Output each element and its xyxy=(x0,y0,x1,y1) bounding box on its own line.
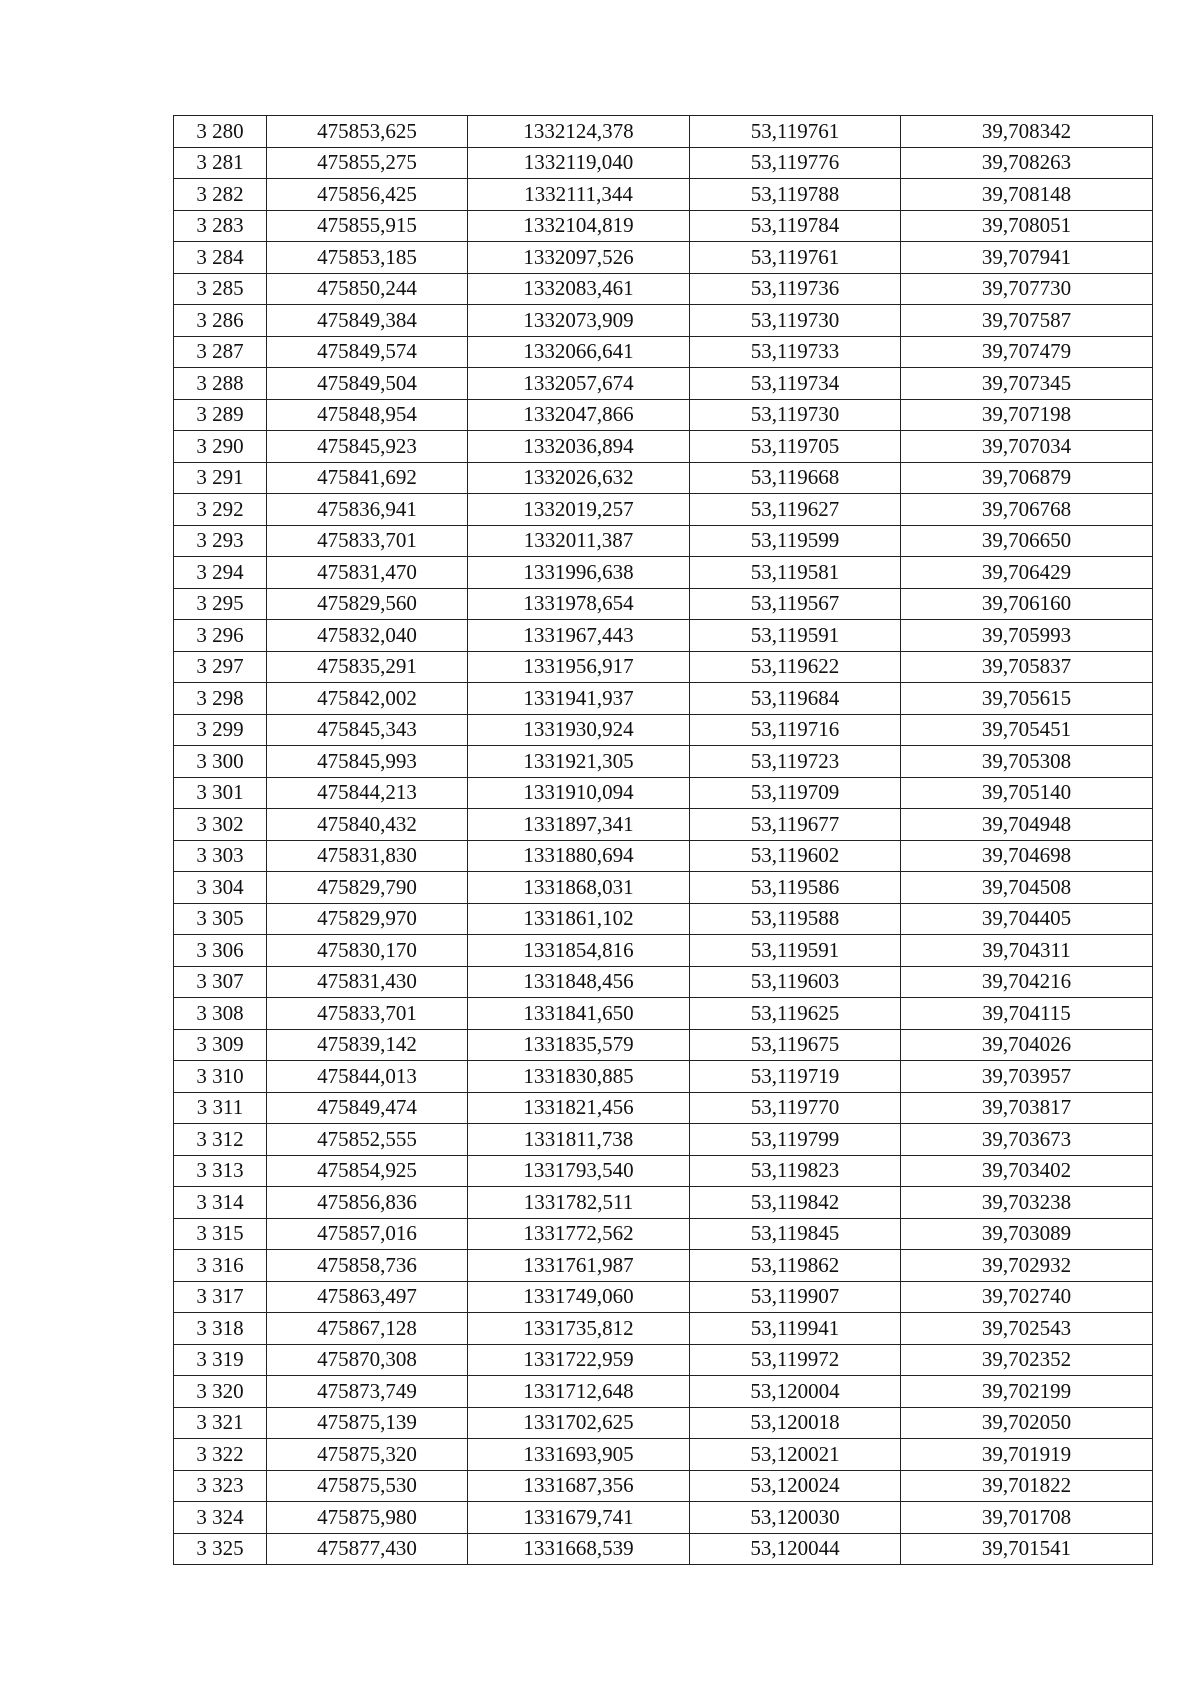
table-row xyxy=(174,1407,1153,1439)
x-coordinate-cell: 475831,830 xyxy=(267,840,468,872)
x-coordinate-cell: 475844,213 xyxy=(267,777,468,809)
latitude-cell: 53,119788 xyxy=(690,179,901,211)
y-coordinate-cell: 1332019,257 xyxy=(468,494,690,526)
x-coordinate-cell: 475854,925 xyxy=(267,1155,468,1187)
point-number-cell: 3 324 xyxy=(174,1502,267,1534)
coordinates-table-body xyxy=(174,116,1153,1565)
latitude-cell: 53,119723 xyxy=(690,746,901,778)
x-coordinate-cell: 475831,430 xyxy=(267,966,468,998)
y-coordinate-cell: 1332036,894 xyxy=(468,431,690,463)
point-number-cell: 3 302 xyxy=(174,809,267,841)
x-coordinate-cell: 475845,923 xyxy=(267,431,468,463)
longitude-cell: 39,707941 xyxy=(901,242,1153,274)
x-coordinate-cell: 475856,425 xyxy=(267,179,468,211)
point-number-cell: 3 306 xyxy=(174,935,267,967)
table-row xyxy=(174,998,1153,1030)
table-row xyxy=(174,242,1153,274)
latitude-cell: 53,119627 xyxy=(690,494,901,526)
y-coordinate-cell: 1331811,738 xyxy=(468,1124,690,1156)
y-coordinate-cell: 1332057,674 xyxy=(468,368,690,400)
table-row xyxy=(174,935,1153,967)
x-coordinate-cell: 475829,560 xyxy=(267,588,468,620)
longitude-cell: 39,707034 xyxy=(901,431,1153,463)
x-coordinate-cell: 475852,555 xyxy=(267,1124,468,1156)
table-row xyxy=(174,1250,1153,1282)
point-number-cell: 3 296 xyxy=(174,620,267,652)
latitude-cell: 53,119776 xyxy=(690,147,901,179)
table-row xyxy=(174,777,1153,809)
latitude-cell: 53,119668 xyxy=(690,462,901,494)
longitude-cell: 39,702740 xyxy=(901,1281,1153,1313)
longitude-cell: 39,703238 xyxy=(901,1187,1153,1219)
table-row xyxy=(174,305,1153,337)
point-number-cell: 3 304 xyxy=(174,872,267,904)
point-number-cell: 3 314 xyxy=(174,1187,267,1219)
latitude-cell: 53,119603 xyxy=(690,966,901,998)
y-coordinate-cell: 1332047,866 xyxy=(468,399,690,431)
x-coordinate-cell: 475850,244 xyxy=(267,273,468,305)
longitude-cell: 39,708263 xyxy=(901,147,1153,179)
y-coordinate-cell: 1331854,816 xyxy=(468,935,690,967)
x-coordinate-cell: 475831,470 xyxy=(267,557,468,589)
latitude-cell: 53,119716 xyxy=(690,714,901,746)
latitude-cell: 53,119581 xyxy=(690,557,901,589)
latitude-cell: 53,119734 xyxy=(690,368,901,400)
x-coordinate-cell: 475873,749 xyxy=(267,1376,468,1408)
point-number-cell: 3 281 xyxy=(174,147,267,179)
longitude-cell: 39,706650 xyxy=(901,525,1153,557)
y-coordinate-cell: 1331941,937 xyxy=(468,683,690,715)
point-number-cell: 3 307 xyxy=(174,966,267,998)
table-row xyxy=(174,1439,1153,1471)
y-coordinate-cell: 1331910,094 xyxy=(468,777,690,809)
y-coordinate-cell: 1331978,654 xyxy=(468,588,690,620)
table-row xyxy=(174,1218,1153,1250)
y-coordinate-cell: 1331861,102 xyxy=(468,903,690,935)
point-number-cell: 3 293 xyxy=(174,525,267,557)
longitude-cell: 39,705993 xyxy=(901,620,1153,652)
table-row xyxy=(174,1029,1153,1061)
longitude-cell: 39,704115 xyxy=(901,998,1153,1030)
latitude-cell: 53,119675 xyxy=(690,1029,901,1061)
table-row xyxy=(174,1061,1153,1093)
y-coordinate-cell: 1331668,539 xyxy=(468,1533,690,1565)
table-row xyxy=(174,399,1153,431)
latitude-cell: 53,119599 xyxy=(690,525,901,557)
longitude-cell: 39,704311 xyxy=(901,935,1153,967)
point-number-cell: 3 288 xyxy=(174,368,267,400)
point-number-cell: 3 280 xyxy=(174,116,267,148)
y-coordinate-cell: 1331793,540 xyxy=(468,1155,690,1187)
y-coordinate-cell: 1331712,648 xyxy=(468,1376,690,1408)
point-number-cell: 3 292 xyxy=(174,494,267,526)
point-number-cell: 3 315 xyxy=(174,1218,267,1250)
y-coordinate-cell: 1331782,511 xyxy=(468,1187,690,1219)
longitude-cell: 39,701919 xyxy=(901,1439,1153,1471)
table-row xyxy=(174,1313,1153,1345)
y-coordinate-cell: 1331693,905 xyxy=(468,1439,690,1471)
x-coordinate-cell: 475875,980 xyxy=(267,1502,468,1534)
x-coordinate-cell: 475845,343 xyxy=(267,714,468,746)
x-coordinate-cell: 475877,430 xyxy=(267,1533,468,1565)
point-number-cell: 3 305 xyxy=(174,903,267,935)
longitude-cell: 39,707730 xyxy=(901,273,1153,305)
table-row xyxy=(174,651,1153,683)
point-number-cell: 3 283 xyxy=(174,210,267,242)
table-row xyxy=(174,494,1153,526)
y-coordinate-cell: 1331921,305 xyxy=(468,746,690,778)
point-number-cell: 3 310 xyxy=(174,1061,267,1093)
longitude-cell: 39,708051 xyxy=(901,210,1153,242)
table-row xyxy=(174,179,1153,211)
point-number-cell: 3 311 xyxy=(174,1092,267,1124)
longitude-cell: 39,703402 xyxy=(901,1155,1153,1187)
longitude-cell: 39,704026 xyxy=(901,1029,1153,1061)
y-coordinate-cell: 1331868,031 xyxy=(468,872,690,904)
point-number-cell: 3 284 xyxy=(174,242,267,274)
x-coordinate-cell: 475849,384 xyxy=(267,305,468,337)
y-coordinate-cell: 1331687,356 xyxy=(468,1470,690,1502)
longitude-cell: 39,703089 xyxy=(901,1218,1153,1250)
point-number-cell: 3 286 xyxy=(174,305,267,337)
latitude-cell: 53,119591 xyxy=(690,620,901,652)
y-coordinate-cell: 1331735,812 xyxy=(468,1313,690,1345)
point-number-cell: 3 312 xyxy=(174,1124,267,1156)
y-coordinate-cell: 1331702,625 xyxy=(468,1407,690,1439)
longitude-cell: 39,702050 xyxy=(901,1407,1153,1439)
longitude-cell: 39,707479 xyxy=(901,336,1153,368)
x-coordinate-cell: 475839,142 xyxy=(267,1029,468,1061)
table-row xyxy=(174,840,1153,872)
longitude-cell: 39,706879 xyxy=(901,462,1153,494)
point-number-cell: 3 322 xyxy=(174,1439,267,1471)
latitude-cell: 53,119972 xyxy=(690,1344,901,1376)
point-number-cell: 3 309 xyxy=(174,1029,267,1061)
latitude-cell: 53,119730 xyxy=(690,399,901,431)
longitude-cell: 39,705308 xyxy=(901,746,1153,778)
point-number-cell: 3 316 xyxy=(174,1250,267,1282)
x-coordinate-cell: 475875,139 xyxy=(267,1407,468,1439)
point-number-cell: 3 320 xyxy=(174,1376,267,1408)
x-coordinate-cell: 475833,701 xyxy=(267,525,468,557)
x-coordinate-cell: 475844,013 xyxy=(267,1061,468,1093)
table-row xyxy=(174,588,1153,620)
longitude-cell: 39,701822 xyxy=(901,1470,1153,1502)
x-coordinate-cell: 475840,432 xyxy=(267,809,468,841)
y-coordinate-cell: 1331830,885 xyxy=(468,1061,690,1093)
longitude-cell: 39,706160 xyxy=(901,588,1153,620)
table-row xyxy=(174,1281,1153,1313)
y-coordinate-cell: 1331996,638 xyxy=(468,557,690,589)
y-coordinate-cell: 1331679,741 xyxy=(468,1502,690,1534)
table-row xyxy=(174,746,1153,778)
y-coordinate-cell: 1332124,378 xyxy=(468,116,690,148)
longitude-cell: 39,708342 xyxy=(901,116,1153,148)
x-coordinate-cell: 475841,692 xyxy=(267,462,468,494)
latitude-cell: 53,119591 xyxy=(690,935,901,967)
point-number-cell: 3 290 xyxy=(174,431,267,463)
longitude-cell: 39,705451 xyxy=(901,714,1153,746)
latitude-cell: 53,119736 xyxy=(690,273,901,305)
latitude-cell: 53,119842 xyxy=(690,1187,901,1219)
table-row xyxy=(174,1533,1153,1565)
latitude-cell: 53,119907 xyxy=(690,1281,901,1313)
table-row xyxy=(174,683,1153,715)
x-coordinate-cell: 475863,497 xyxy=(267,1281,468,1313)
point-number-cell: 3 318 xyxy=(174,1313,267,1345)
table-row xyxy=(174,1092,1153,1124)
point-number-cell: 3 287 xyxy=(174,336,267,368)
latitude-cell: 53,119733 xyxy=(690,336,901,368)
latitude-cell: 53,119784 xyxy=(690,210,901,242)
table-row xyxy=(174,1124,1153,1156)
latitude-cell: 53,119941 xyxy=(690,1313,901,1345)
longitude-cell: 39,707198 xyxy=(901,399,1153,431)
longitude-cell: 39,704948 xyxy=(901,809,1153,841)
table-row xyxy=(174,116,1153,148)
point-number-cell: 3 313 xyxy=(174,1155,267,1187)
latitude-cell: 53,119705 xyxy=(690,431,901,463)
longitude-cell: 39,704216 xyxy=(901,966,1153,998)
table-row xyxy=(174,336,1153,368)
longitude-cell: 39,703673 xyxy=(901,1124,1153,1156)
x-coordinate-cell: 475857,016 xyxy=(267,1218,468,1250)
x-coordinate-cell: 475833,701 xyxy=(267,998,468,1030)
longitude-cell: 39,706768 xyxy=(901,494,1153,526)
latitude-cell: 53,119845 xyxy=(690,1218,901,1250)
latitude-cell: 53,119719 xyxy=(690,1061,901,1093)
point-number-cell: 3 300 xyxy=(174,746,267,778)
table-row xyxy=(174,903,1153,935)
longitude-cell: 39,702543 xyxy=(901,1313,1153,1345)
longitude-cell: 39,707345 xyxy=(901,368,1153,400)
table-row xyxy=(174,1155,1153,1187)
latitude-cell: 53,119862 xyxy=(690,1250,901,1282)
latitude-cell: 53,120021 xyxy=(690,1439,901,1471)
table-row xyxy=(174,525,1153,557)
latitude-cell: 53,119677 xyxy=(690,809,901,841)
longitude-cell: 39,708148 xyxy=(901,179,1153,211)
latitude-cell: 53,119730 xyxy=(690,305,901,337)
longitude-cell: 39,704405 xyxy=(901,903,1153,935)
x-coordinate-cell: 475835,291 xyxy=(267,651,468,683)
y-coordinate-cell: 1331848,456 xyxy=(468,966,690,998)
x-coordinate-cell: 475870,308 xyxy=(267,1344,468,1376)
table-row xyxy=(174,620,1153,652)
longitude-cell: 39,705837 xyxy=(901,651,1153,683)
x-coordinate-cell: 475853,185 xyxy=(267,242,468,274)
x-coordinate-cell: 475856,836 xyxy=(267,1187,468,1219)
y-coordinate-cell: 1331749,060 xyxy=(468,1281,690,1313)
y-coordinate-cell: 1332097,526 xyxy=(468,242,690,274)
x-coordinate-cell: 475842,002 xyxy=(267,683,468,715)
latitude-cell: 53,119567 xyxy=(690,588,901,620)
point-number-cell: 3 299 xyxy=(174,714,267,746)
x-coordinate-cell: 475830,170 xyxy=(267,935,468,967)
y-coordinate-cell: 1331835,579 xyxy=(468,1029,690,1061)
table-row xyxy=(174,1187,1153,1219)
table-row xyxy=(174,1344,1153,1376)
table-row xyxy=(174,714,1153,746)
y-coordinate-cell: 1331841,650 xyxy=(468,998,690,1030)
y-coordinate-cell: 1332111,344 xyxy=(468,179,690,211)
point-number-cell: 3 282 xyxy=(174,179,267,211)
table-row xyxy=(174,431,1153,463)
longitude-cell: 39,707587 xyxy=(901,305,1153,337)
point-number-cell: 3 291 xyxy=(174,462,267,494)
table-row xyxy=(174,147,1153,179)
latitude-cell: 53,120024 xyxy=(690,1470,901,1502)
point-number-cell: 3 321 xyxy=(174,1407,267,1439)
x-coordinate-cell: 475855,915 xyxy=(267,210,468,242)
x-coordinate-cell: 475855,275 xyxy=(267,147,468,179)
table-row xyxy=(174,462,1153,494)
x-coordinate-cell: 475858,736 xyxy=(267,1250,468,1282)
latitude-cell: 53,119625 xyxy=(690,998,901,1030)
point-number-cell: 3 294 xyxy=(174,557,267,589)
x-coordinate-cell: 475875,530 xyxy=(267,1470,468,1502)
longitude-cell: 39,702352 xyxy=(901,1344,1153,1376)
point-number-cell: 3 289 xyxy=(174,399,267,431)
table-row xyxy=(174,273,1153,305)
latitude-cell: 53,120030 xyxy=(690,1502,901,1534)
y-coordinate-cell: 1331930,924 xyxy=(468,714,690,746)
longitude-cell: 39,706429 xyxy=(901,557,1153,589)
table-row xyxy=(174,1502,1153,1534)
latitude-cell: 53,119823 xyxy=(690,1155,901,1187)
table-row xyxy=(174,809,1153,841)
point-number-cell: 3 303 xyxy=(174,840,267,872)
latitude-cell: 53,119761 xyxy=(690,242,901,274)
y-coordinate-cell: 1331956,917 xyxy=(468,651,690,683)
longitude-cell: 39,705615 xyxy=(901,683,1153,715)
x-coordinate-cell: 475829,790 xyxy=(267,872,468,904)
y-coordinate-cell: 1331897,341 xyxy=(468,809,690,841)
point-number-cell: 3 285 xyxy=(174,273,267,305)
x-coordinate-cell: 475849,474 xyxy=(267,1092,468,1124)
y-coordinate-cell: 1332073,909 xyxy=(468,305,690,337)
coordinates-table xyxy=(173,115,1153,1565)
latitude-cell: 53,119622 xyxy=(690,651,901,683)
point-number-cell: 3 301 xyxy=(174,777,267,809)
x-coordinate-cell: 475853,625 xyxy=(267,116,468,148)
latitude-cell: 53,119602 xyxy=(690,840,901,872)
latitude-cell: 53,120004 xyxy=(690,1376,901,1408)
y-coordinate-cell: 1331772,562 xyxy=(468,1218,690,1250)
table-row xyxy=(174,368,1153,400)
y-coordinate-cell: 1332104,819 xyxy=(468,210,690,242)
x-coordinate-cell: 475849,504 xyxy=(267,368,468,400)
point-number-cell: 3 297 xyxy=(174,651,267,683)
y-coordinate-cell: 1332083,461 xyxy=(468,273,690,305)
table-row xyxy=(174,1376,1153,1408)
longitude-cell: 39,703957 xyxy=(901,1061,1153,1093)
y-coordinate-cell: 1332026,632 xyxy=(468,462,690,494)
longitude-cell: 39,702199 xyxy=(901,1376,1153,1408)
x-coordinate-cell: 475867,128 xyxy=(267,1313,468,1345)
latitude-cell: 53,119799 xyxy=(690,1124,901,1156)
table-row xyxy=(174,966,1153,998)
y-coordinate-cell: 1331761,987 xyxy=(468,1250,690,1282)
y-coordinate-cell: 1332119,040 xyxy=(468,147,690,179)
longitude-cell: 39,705140 xyxy=(901,777,1153,809)
longitude-cell: 39,703817 xyxy=(901,1092,1153,1124)
point-number-cell: 3 295 xyxy=(174,588,267,620)
latitude-cell: 53,119709 xyxy=(690,777,901,809)
longitude-cell: 39,702932 xyxy=(901,1250,1153,1282)
latitude-cell: 53,119586 xyxy=(690,872,901,904)
latitude-cell: 53,119770 xyxy=(690,1092,901,1124)
x-coordinate-cell: 475849,574 xyxy=(267,336,468,368)
longitude-cell: 39,701708 xyxy=(901,1502,1153,1534)
table-row xyxy=(174,872,1153,904)
longitude-cell: 39,701541 xyxy=(901,1533,1153,1565)
y-coordinate-cell: 1332066,641 xyxy=(468,336,690,368)
table-row xyxy=(174,210,1153,242)
point-number-cell: 3 323 xyxy=(174,1470,267,1502)
table-row xyxy=(174,1470,1153,1502)
y-coordinate-cell: 1331967,443 xyxy=(468,620,690,652)
y-coordinate-cell: 1331722,959 xyxy=(468,1344,690,1376)
longitude-cell: 39,704698 xyxy=(901,840,1153,872)
y-coordinate-cell: 1331821,456 xyxy=(468,1092,690,1124)
latitude-cell: 53,119684 xyxy=(690,683,901,715)
y-coordinate-cell: 1331880,694 xyxy=(468,840,690,872)
table-row xyxy=(174,557,1153,589)
longitude-cell: 39,704508 xyxy=(901,872,1153,904)
x-coordinate-cell: 475829,970 xyxy=(267,903,468,935)
point-number-cell: 3 308 xyxy=(174,998,267,1030)
latitude-cell: 53,120018 xyxy=(690,1407,901,1439)
point-number-cell: 3 298 xyxy=(174,683,267,715)
x-coordinate-cell: 475875,320 xyxy=(267,1439,468,1471)
y-coordinate-cell: 1332011,387 xyxy=(468,525,690,557)
latitude-cell: 53,119761 xyxy=(690,116,901,148)
x-coordinate-cell: 475836,941 xyxy=(267,494,468,526)
point-number-cell: 3 317 xyxy=(174,1281,267,1313)
x-coordinate-cell: 475848,954 xyxy=(267,399,468,431)
latitude-cell: 53,119588 xyxy=(690,903,901,935)
point-number-cell: 3 325 xyxy=(174,1533,267,1565)
x-coordinate-cell: 475845,993 xyxy=(267,746,468,778)
latitude-cell: 53,120044 xyxy=(690,1533,901,1565)
point-number-cell: 3 319 xyxy=(174,1344,267,1376)
x-coordinate-cell: 475832,040 xyxy=(267,620,468,652)
